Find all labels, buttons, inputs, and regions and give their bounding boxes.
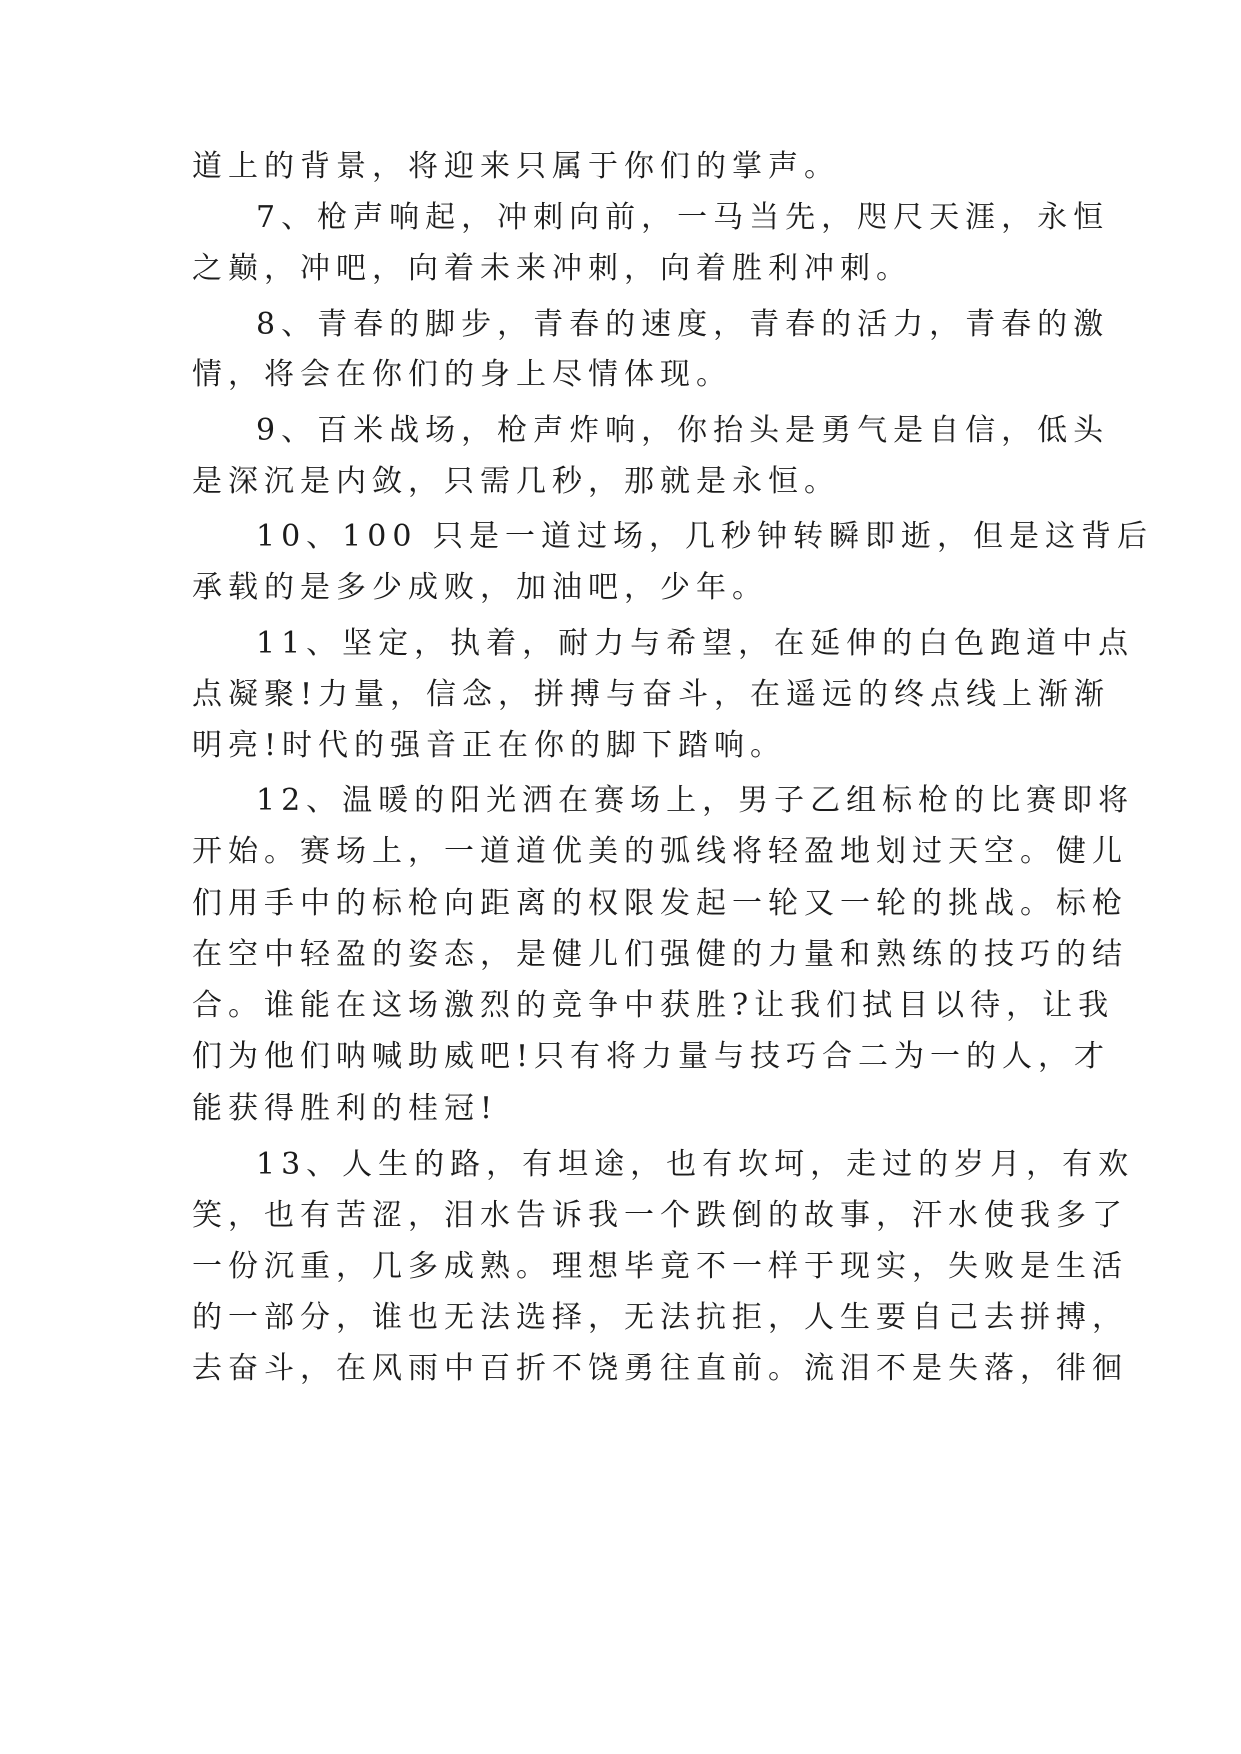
- text-line: 情，将会在你们的身上尽情体现。: [192, 357, 732, 392]
- text-line: 们用手中的标枪向距离的权限发起一轮又一轮的挑战。标枪: [192, 886, 1128, 921]
- text-line: 是深沉是内敛，只需几秒，那就是永恒。: [192, 464, 840, 499]
- text-line: 9、百米战场，枪声炸响，你抬头是勇气是自信，低头: [256, 413, 1110, 448]
- text-line: 之巅，冲吧，向着未来冲刺，向着胜利冲刺。: [192, 251, 912, 286]
- text-line: 13、人生的路，有坦途，也有坎坷，走过的岁月，有欢: [256, 1147, 1135, 1182]
- text-line: 12、温暖的阳光洒在赛场上，男子乙组标枪的比赛即将: [256, 783, 1135, 818]
- text-line: 们为他们呐喊助威吧!只有将力量与技巧合二为一的人，才: [192, 1039, 1111, 1074]
- text-line: 10、100 只是一道过场，几秒钟转瞬即逝，但是这背后: [256, 519, 1153, 554]
- text-line: 笑，也有苦涩，泪水告诉我一个跌倒的故事，汗水使我多了: [192, 1198, 1128, 1233]
- text-line: 11、坚定，执着，耐力与希望，在延伸的白色跑道中点: [256, 626, 1135, 661]
- text-line: 8、青春的脚步，青春的速度，青春的活力，青春的激: [256, 307, 1110, 342]
- text-line: 去奋斗，在风雨中百折不饶勇往直前。流泪不是失落，徘徊: [192, 1351, 1128, 1386]
- text-line: 明亮!时代的强音正在你的脚下踏响。: [192, 728, 787, 763]
- text-line: 承载的是多少成败，加油吧，少年。: [192, 570, 768, 605]
- text-line: 道上的背景，将迎来只属于你们的掌声。: [192, 149, 840, 184]
- text-line: 开始。赛场上，一道道优美的弧线将轻盈地划过天空。健儿: [192, 834, 1128, 869]
- text-line: 在空中轻盈的姿态，是健儿们强健的力量和熟练的技巧的结: [192, 937, 1128, 972]
- text-line: 一份沉重，几多成熟。理想毕竟不一样于现实，失败是生活: [192, 1249, 1128, 1284]
- text-line: 能获得胜利的桂冠!: [192, 1091, 499, 1126]
- text-line: 的一部分，谁也无法选择，无法抗拒，人生要自己去拼搏，: [192, 1300, 1128, 1335]
- text-line: 7、枪声响起，冲刺向前，一马当先，咫尺天涯，永恒: [256, 200, 1110, 235]
- text-line: 合。谁能在这场激烈的竞争中获胜?让我们拭目以待，让我: [192, 988, 1115, 1023]
- text-line: 点凝聚!力量，信念，拼搏与奋斗，在遥远的终点线上渐渐: [192, 677, 1111, 712]
